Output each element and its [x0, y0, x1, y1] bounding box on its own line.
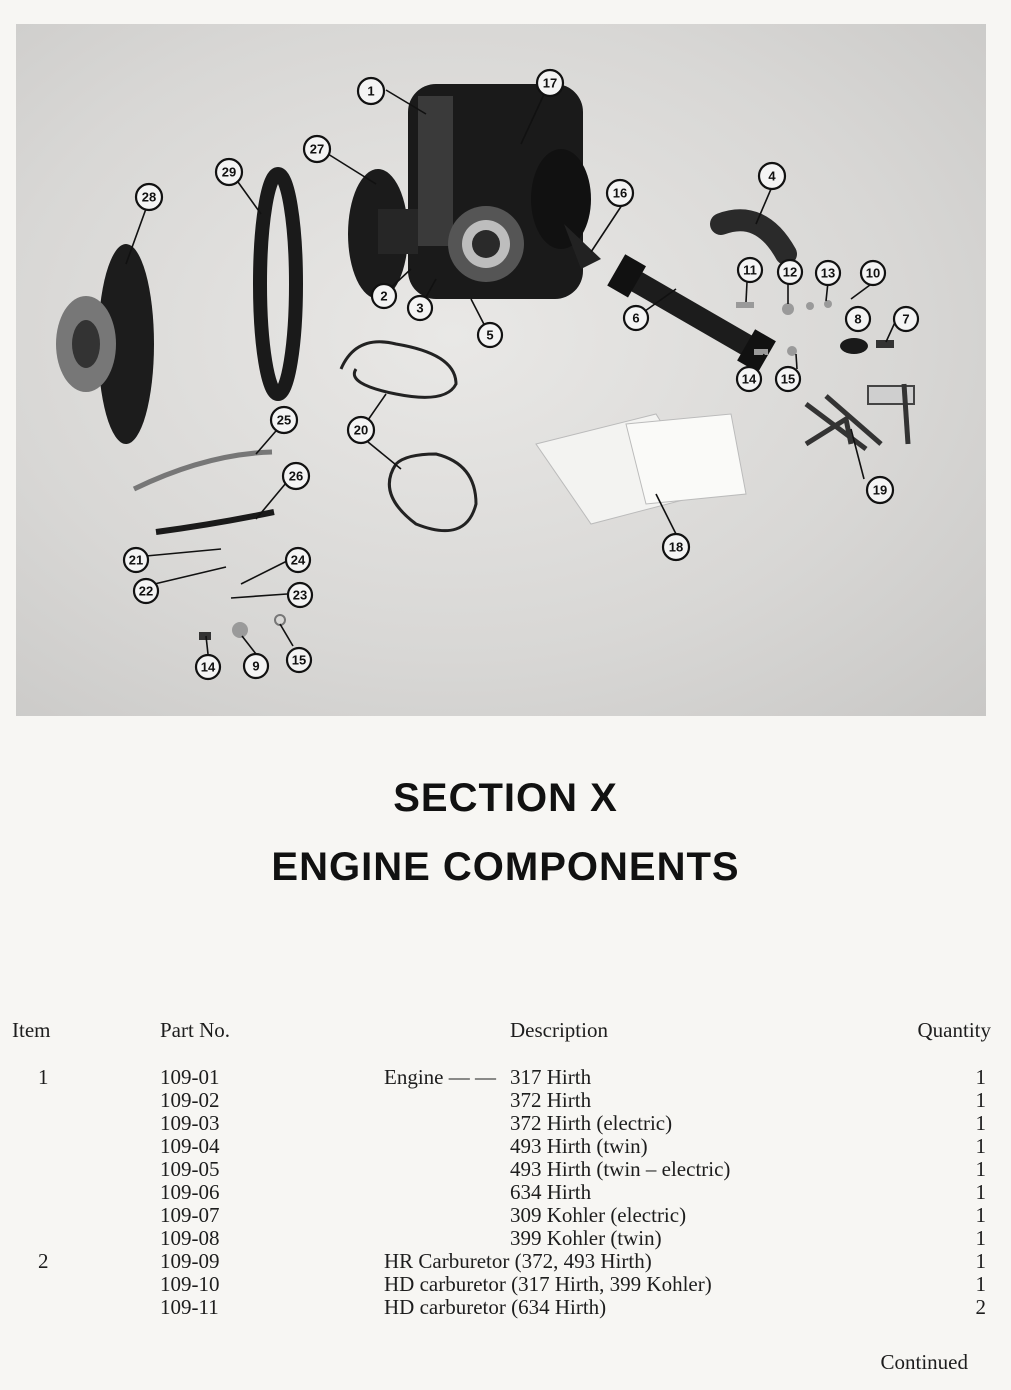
row-quantity: 1 [975, 1226, 986, 1250]
exploded-parts-photo [16, 24, 986, 716]
row-part-no: 109-04 [160, 1134, 220, 1158]
svg-text:16: 16 [612, 185, 628, 201]
svg-text:13: 13 [820, 265, 836, 281]
callout-15-lower [287, 648, 311, 672]
svg-text:15: 15 [291, 652, 307, 668]
row-quantity: 1 [975, 1203, 986, 1227]
row-part-no: 109-05 [160, 1157, 220, 1181]
svg-text:4: 4 [768, 168, 776, 184]
row-description-prefix: HR Carburetor (372, 493 Hirth) [384, 1249, 652, 1273]
header-item: Item [12, 1018, 51, 1042]
header-description: Description [510, 1018, 608, 1042]
callout-13 [816, 261, 840, 285]
row-quantity: 1 [975, 1249, 986, 1273]
svg-text:8: 8 [854, 311, 862, 327]
svg-text:28: 28 [141, 189, 157, 205]
row-description: 317 Hirth [510, 1065, 592, 1089]
callout-9 [244, 654, 268, 678]
callout-29 [216, 159, 242, 185]
svg-text:17: 17 [542, 75, 558, 91]
svg-text:22: 22 [138, 583, 154, 599]
drive-belt [260, 174, 296, 394]
svg-text:11: 11 [743, 262, 757, 278]
callout-26 [283, 463, 309, 489]
row-description: 372 Hirth [510, 1088, 592, 1112]
callout-20 [348, 417, 374, 443]
starter-pulley [348, 169, 418, 299]
svg-text:20: 20 [353, 422, 369, 438]
row-part-no: 109-06 [160, 1180, 220, 1204]
callout-4 [759, 163, 785, 189]
svg-text:27: 27 [309, 141, 325, 157]
exhaust-elbow [721, 220, 786, 254]
svg-text:5: 5 [486, 327, 494, 343]
row-part-no: 109-10 [160, 1272, 220, 1296]
svg-text:9: 9 [252, 658, 260, 674]
svg-text:1: 1 [367, 83, 375, 99]
callout-10 [861, 261, 885, 285]
section-number: SECTION X [393, 776, 618, 820]
callout-23 [288, 583, 312, 607]
row-description: 493 Hirth (twin – electric) [510, 1157, 731, 1181]
row-part-no: 109-07 [160, 1203, 220, 1227]
row-quantity: 2 [975, 1295, 986, 1319]
callout-22 [134, 579, 158, 603]
callout-7 [894, 307, 918, 331]
callout-2 [372, 284, 396, 308]
callout-16 [607, 180, 633, 206]
callout-8 [846, 307, 870, 331]
svg-text:26: 26 [288, 468, 304, 484]
row-part-no: 109-01 [160, 1065, 220, 1089]
callout-19 [867, 477, 893, 503]
callout-17 [537, 70, 563, 96]
svg-text:14: 14 [741, 371, 757, 387]
callout-28 [136, 184, 162, 210]
row-description: 634 Hirth [510, 1180, 592, 1204]
callout-14-upper [737, 367, 761, 391]
callout-27 [304, 136, 330, 162]
row-description: 493 Hirth (twin) [510, 1134, 648, 1158]
row-quantity: 1 [975, 1272, 986, 1296]
callout-12 [778, 260, 802, 284]
callout-15-upper [776, 367, 800, 391]
svg-text:21: 21 [128, 552, 144, 568]
callout-3 [408, 296, 432, 320]
drive-clutch [56, 244, 154, 444]
row-quantity: 1 [975, 1065, 986, 1089]
parts-illustration [16, 24, 986, 716]
impulse-line [156, 512, 274, 532]
svg-text:19: 19 [872, 482, 888, 498]
callout-24 [286, 548, 310, 572]
row-quantity: 1 [975, 1157, 986, 1181]
fuel-line [134, 452, 272, 489]
svg-text:3: 3 [416, 300, 424, 316]
row-quantity: 1 [975, 1134, 986, 1158]
row-description-prefix: Engine — — [384, 1065, 496, 1089]
callout-25 [271, 407, 297, 433]
svg-text:15: 15 [780, 371, 796, 387]
callout-6 [624, 306, 648, 330]
svg-text:12: 12 [782, 264, 798, 280]
section-title: ENGINE COMPONENTS [271, 845, 740, 889]
row-quantity: 1 [975, 1088, 986, 1112]
row-description-prefix: HD carburetor (634 Hirth) [384, 1295, 607, 1319]
row-part-no: 109-02 [160, 1088, 220, 1112]
row-item: 1 [38, 1065, 49, 1089]
callout-21 [124, 548, 148, 572]
header-part-no: Part No. [160, 1018, 230, 1042]
row-part-no: 109-09 [160, 1249, 220, 1273]
manuals [536, 414, 746, 524]
row-part-no: 109-08 [160, 1226, 220, 1250]
svg-text:7: 7 [902, 311, 910, 327]
svg-text:6: 6 [632, 310, 640, 326]
row-description: 309 Kohler (electric) [510, 1203, 687, 1227]
row-part-no: 109-03 [160, 1111, 220, 1135]
row-part-no: 109-11 [160, 1295, 219, 1319]
row-description: 372 Hirth (electric) [510, 1111, 673, 1135]
row-quantity: 1 [975, 1111, 986, 1135]
svg-text:29: 29 [221, 164, 237, 180]
callout-11 [738, 258, 762, 282]
row-item: 2 [38, 1249, 49, 1273]
svg-text:24: 24 [290, 552, 306, 568]
svg-text:10: 10 [865, 265, 881, 281]
svg-text:25: 25 [276, 412, 292, 428]
svg-text:23: 23 [292, 587, 308, 603]
engine-block [408, 84, 591, 299]
svg-text:14: 14 [200, 659, 216, 675]
svg-text:18: 18 [668, 539, 684, 555]
row-description-prefix: HD carburetor (317 Hirth, 399 Kohler) [384, 1272, 712, 1296]
row-description: 399 Kohler (twin) [510, 1226, 662, 1250]
callout-5 [478, 323, 502, 347]
svg-text:2: 2 [380, 288, 388, 304]
header-quantity: Quantity [917, 1018, 991, 1042]
continued-note: Continued [880, 1350, 968, 1374]
callout-14-lower [196, 655, 220, 679]
callout-1 [358, 78, 384, 104]
tool-kit [806, 384, 914, 449]
row-quantity: 1 [975, 1180, 986, 1204]
callout-18 [663, 534, 689, 560]
